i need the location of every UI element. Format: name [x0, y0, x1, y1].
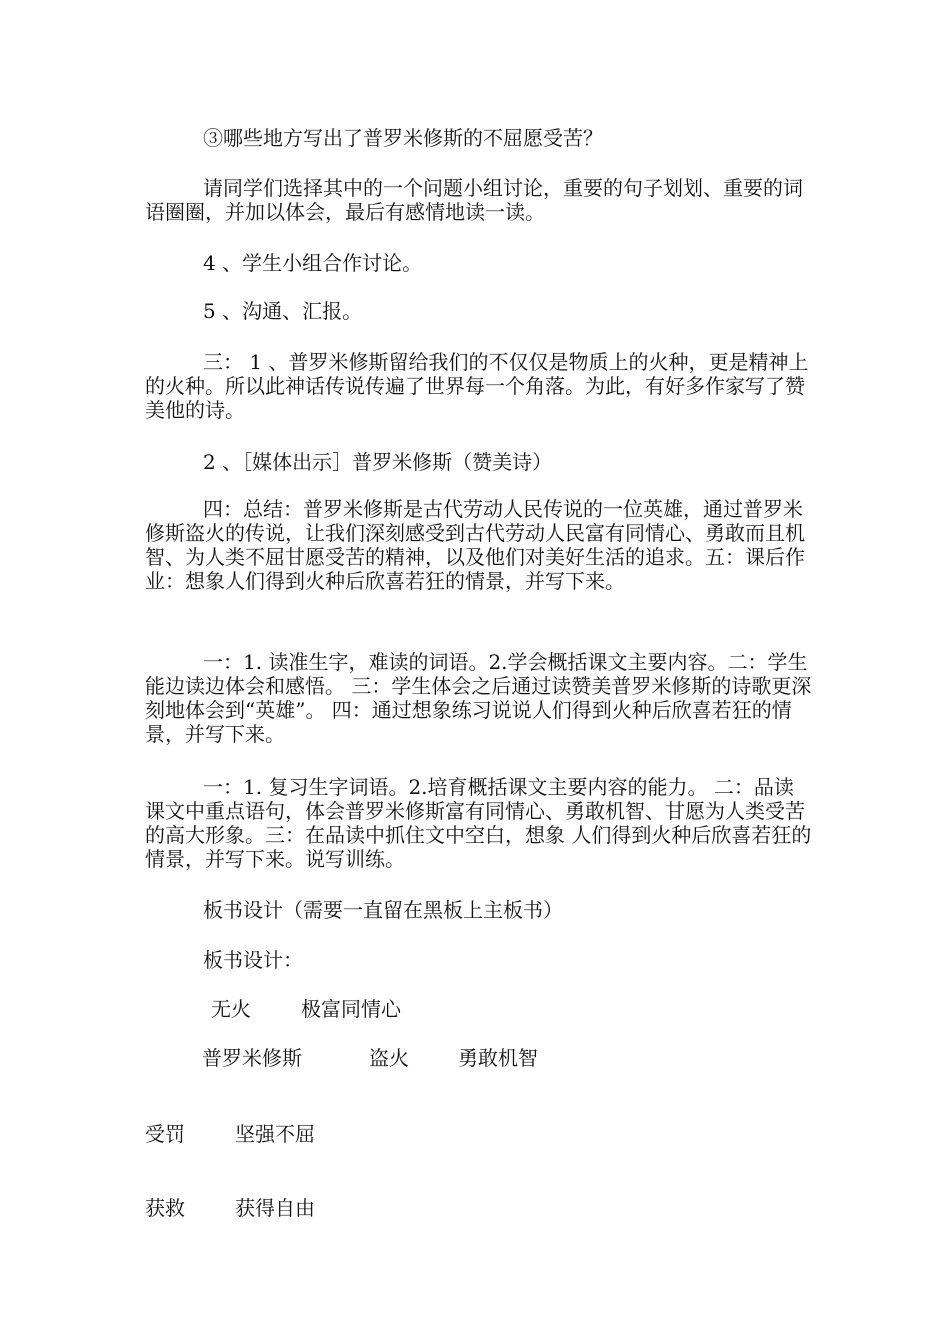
board-prometheus: 普罗米修斯 [202, 1046, 302, 1070]
teaching-goals-2: 一：1. 复习生字词语。2.培育概括课文主要内容的能力。 二：品读课文中重点语句，体会普罗米修斯富有同情心、勇敢机智、甘愿为人类受苦的高大形象。三：在品读中抓住文中空白，想象 人们得到火种后欣喜若狂的情景，并写下来。说写训练。 [145, 775, 812, 871]
board-sympathy: 极富同情心 [301, 997, 401, 1021]
step-4: 4 、学生小组合作讨论。 [203, 251, 423, 275]
board-freedom: 获得自由 [235, 1196, 315, 1220]
board-no-fire: 无火 [211, 997, 251, 1021]
board-rescued: 获救 [145, 1196, 185, 1220]
discussion-instruction: 请同学们选择其中的一个问题小组讨论，重要的句子划划、重要的词语圈圈，并加以体会，最后有感情地读一读。 [145, 176, 803, 224]
media-display: 2 、［媒体出示］普罗米修斯（赞美诗） [203, 450, 553, 474]
board-punished: 受罚 [145, 1122, 185, 1146]
board-design-label: 板书设计： [203, 948, 303, 972]
board-steal-fire: 盗火 [369, 1046, 409, 1070]
teaching-goals-1: 一：1. 读准生字，难读的词语。2.学会概括课文主要内容。二：学生能边读边体会和感悟。 三：学生体会之后通过读赞美普罗米修斯的诗歌更深刻地体会到“英雄”。 四：通过想象练习说说人们得到火种后欣喜若狂的情景，并写下来。 [145, 650, 812, 746]
question-3: ③哪些地方写出了普罗米修斯的不屈愿受苦？ [203, 126, 603, 150]
summary-paragraph: 四：总结：普罗米修斯是古代劳动人民传说的一位英雄，通过普罗米修斯盗火的传说，让我们深刻感受到古代劳动人民富有同情心、勇敢而且机智、为人类不屈甘愿受苦的精神，以及他们对美好生活的追求。五：课后作业：想象人们得到火种后欣喜若狂的情景，并写下来。 [145, 497, 805, 593]
step-5: 5 、沟通、汇报。 [203, 299, 363, 323]
part-3-paragraph: 三： 1 、普罗米修斯留给我们的不仅仅是物质上的火种，更是精神上的火种。所以此神话传说传遍了世界每一个角落。为此，有好多作家写了赞美他的诗。 [145, 350, 809, 422]
board-design-note: 板书设计（需要一直留在黑板上主板书） [203, 898, 563, 922]
board-brave-wise: 勇敢机智 [458, 1046, 538, 1070]
board-unyielding: 坚强不屈 [235, 1122, 315, 1146]
